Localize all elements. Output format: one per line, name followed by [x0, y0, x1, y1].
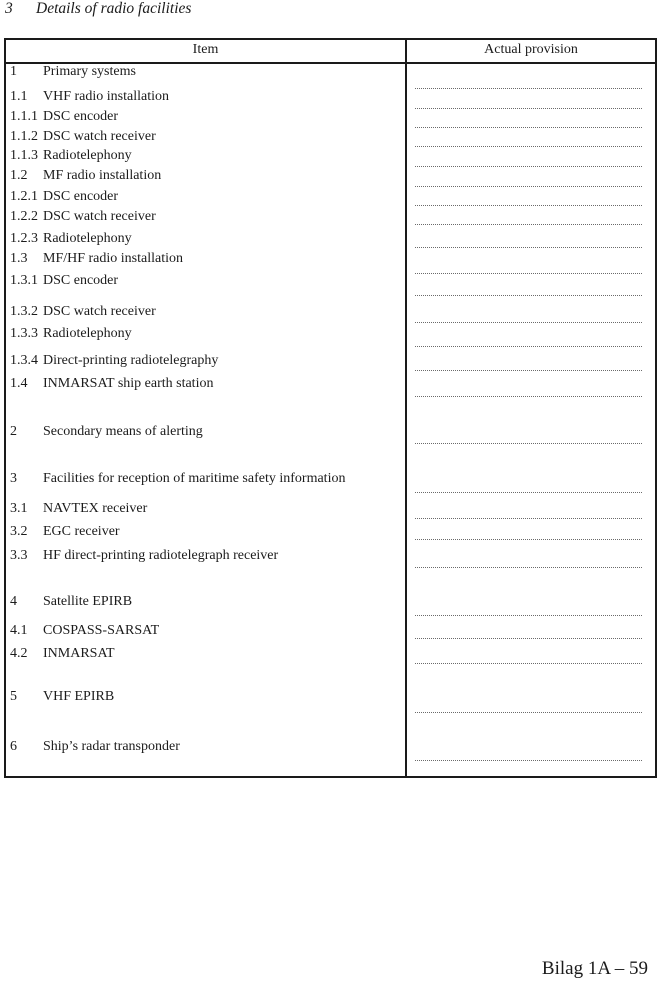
item-label: MF/HF radio installation [43, 251, 183, 266]
item-label: DSC watch receiver [43, 209, 156, 224]
item-number: 1.3.2 [10, 304, 38, 319]
item-label: EGC receiver [43, 524, 120, 539]
dotted-fill-line [415, 712, 642, 713]
item-label: DSC encoder [43, 109, 119, 124]
section-heading [5, 0, 191, 17]
item-number: 1.2.1 [10, 189, 38, 204]
item-column-header: Item [192, 42, 219, 57]
item-label: Radiotelephony [43, 326, 132, 341]
dotted-fill-line [415, 346, 642, 347]
item-number: 1.2.3 [10, 231, 38, 246]
item-number: 1.3 [10, 251, 28, 266]
item-label: NAVTEX receiver [43, 501, 148, 516]
item-number: 1.2 [10, 168, 28, 183]
dotted-fill-line [415, 146, 642, 147]
dotted-fill-line [415, 760, 642, 761]
dotted-fill-line [415, 567, 642, 568]
dotted-fill-line [415, 108, 642, 109]
item-label: DSC watch receiver [43, 129, 156, 144]
dotted-fill-line [415, 247, 642, 248]
item-number: 3.2 [10, 524, 28, 539]
item-number: 1.3.3 [10, 326, 38, 341]
item-number: 1.1.1 [10, 109, 38, 124]
item-number: 2 [10, 424, 17, 439]
dotted-fill-line [415, 322, 642, 323]
dotted-fill-line [415, 88, 642, 89]
section-title: Details of radio facilities [36, 0, 192, 17]
section-number: 3 [5, 0, 13, 17]
dotted-fill-line [415, 396, 642, 397]
item-number: 3.1 [10, 501, 28, 516]
dotted-fill-line [415, 638, 642, 639]
item-label: COSPASS-SARSAT [43, 623, 160, 638]
item-label: Satellite EPIRB [43, 594, 133, 609]
item-number: 1.3.4 [10, 353, 38, 368]
item-label: Direct-printing radiotelegraphy [43, 353, 219, 368]
dotted-fill-line [415, 370, 642, 371]
dotted-fill-line [415, 205, 642, 206]
page-footer: Bilag 1A – 59 [541, 958, 648, 979]
dotted-fill-line [415, 127, 642, 128]
provision-fill-lines [6, 40, 655, 776]
item-label: INMARSAT ship earth station [43, 376, 214, 391]
item-number: 1.1 [10, 89, 28, 104]
item-label: Radiotelephony [43, 231, 132, 246]
item-number: 5 [10, 689, 17, 704]
item-number: 3.3 [10, 548, 28, 563]
dotted-fill-line [415, 273, 642, 274]
item-number: 1.2.2 [10, 209, 38, 224]
item-label: Secondary means of alerting [43, 424, 203, 439]
item-label: INMARSAT [43, 646, 115, 661]
dotted-fill-line [415, 166, 642, 167]
item-label: DSC encoder [43, 273, 119, 288]
item-label: VHF EPIRB [43, 689, 115, 704]
item-label: DSC encoder [43, 189, 119, 204]
item-label: Facilities for reception of maritime safety information [43, 471, 346, 486]
dotted-fill-line [415, 518, 642, 519]
dotted-fill-line [415, 615, 642, 616]
item-label: MF radio installation [43, 168, 162, 183]
item-number: 1.3.1 [10, 273, 38, 288]
item-number: 1.1.2 [10, 129, 38, 144]
item-number: 1 [10, 64, 17, 79]
actual-provision-column-header: Actual provision [484, 42, 578, 57]
item-label: Ship’s radar transponder [43, 739, 180, 754]
item-label: Radiotelephony [43, 148, 132, 163]
item-label: VHF radio installation [43, 89, 169, 104]
item-label: HF direct-printing radiotelegraph receiver [43, 548, 279, 563]
dotted-fill-line [415, 539, 642, 540]
item-number: 1.4 [10, 376, 28, 391]
dotted-fill-line [415, 295, 642, 296]
item-number: 4 [10, 594, 17, 609]
item-label: Primary systems [43, 64, 136, 79]
dotted-fill-line [415, 663, 642, 664]
item-number: 4.2 [10, 646, 28, 661]
item-label: DSC watch receiver [43, 304, 156, 319]
dotted-fill-line [415, 224, 642, 225]
dotted-fill-line [415, 443, 642, 444]
radio-facilities-table [4, 38, 657, 778]
item-number: 4.1 [10, 623, 28, 638]
item-number: 6 [10, 739, 17, 754]
dotted-fill-line [415, 186, 642, 187]
item-number: 3 [10, 471, 17, 486]
dotted-fill-line [415, 492, 642, 493]
item-number: 1.1.3 [10, 148, 38, 163]
